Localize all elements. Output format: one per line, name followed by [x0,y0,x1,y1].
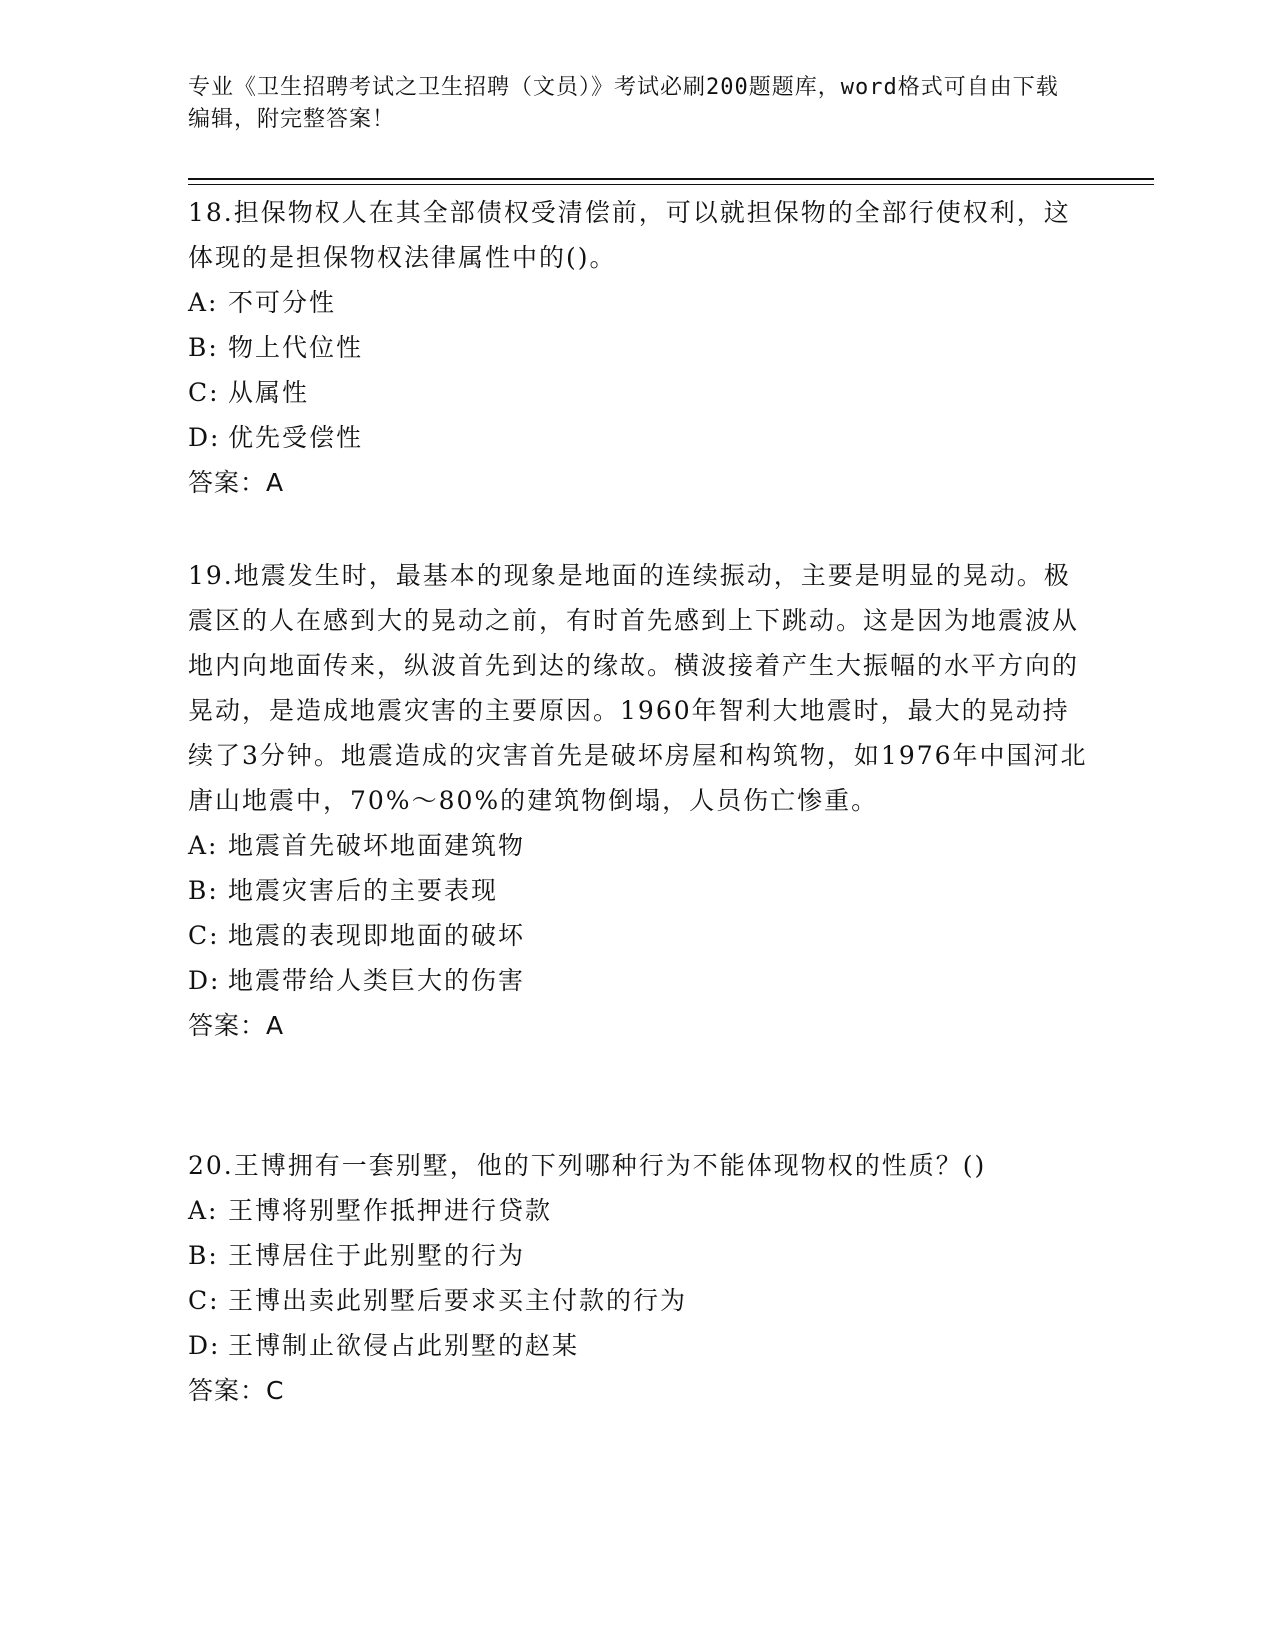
option-b [188,325,1088,370]
option-key: C: [188,1286,220,1315]
answer-line: 答案：C [188,1376,285,1405]
option-text: 地震带给人类巨大的伤害 [228,966,526,995]
answer-line: 答案：A [188,1011,285,1040]
option-text: 王博制止欲侵占此别墅的赵某 [228,1331,580,1360]
option-text: 优先受偿性 [228,423,364,452]
option-d [188,1323,1088,1368]
option-text: 地震灾害后的主要表现 [228,876,499,905]
option-d [188,415,1088,460]
answer-line: 答案：A [188,468,285,497]
question-stem: 19.地震发生时，最基本的现象是地面的连续振动，主要是明显的晃动。极震区的人在感到大的晃动之前，有时首先感到上下跳动。这是因为地震波从地内向地面传来，纵波首先到达的缘故。横波接着产生大振幅的水平方向的晃动，是造成地震灾害的主要原因。1960年智利大地震时，最大的晃动持续了3分钟。地震造成的灾害首先是破坏房屋和构筑物，如1976年中国河北唐山地震中，70%～80%的建筑物倒塌，人员伤亡惨重。 [188,561,1088,815]
option-key: A: [188,831,219,860]
option-d [188,958,1088,1003]
question-18 [188,190,1088,505]
option-key: B: [188,333,219,362]
option-key: B: [188,876,219,905]
option-a [188,823,1088,868]
option-a [188,1188,1088,1233]
option-text: 地震首先破坏地面建筑物 [228,831,526,860]
option-key: B: [188,1241,219,1270]
option-c [188,370,1088,415]
option-text: 不可分性 [228,288,337,317]
option-key: D: [188,966,221,995]
option-key: A: [188,1196,219,1225]
header-divider-thin [188,184,1154,185]
header-divider-thick [188,178,1154,180]
option-text: 从属性 [228,378,310,407]
option-text: 地震的表现即地面的破坏 [228,921,526,950]
option-text: 王博居住于此别墅的行为 [228,1241,526,1270]
document-header: 专业《卫生招聘考试之卫生招聘（文员）》考试必刷200题题库，word格式可自由下载编辑，附完整答案！ [188,75,1059,132]
question-20 [188,1143,1088,1413]
option-key: C: [188,378,220,407]
option-key: C: [188,921,220,950]
option-key: D: [188,1331,221,1360]
question-stem: 18.担保物权人在其全部债权受清偿前，可以就担保物的全部行使权利，这体现的是担保物权法律属性中的()。 [188,198,1071,272]
question-stem: 20.王博拥有一套别墅，他的下列哪种行为不能体现物权的性质？() [188,1151,987,1180]
option-text: 王博出卖此别墅后要求买主付款的行为 [228,1286,688,1315]
option-a [188,280,1088,325]
option-text: 物上代位性 [228,333,364,362]
option-key: D: [188,423,221,452]
option-text: 王博将别墅作抵押进行贷款 [228,1196,553,1225]
option-c [188,913,1088,958]
option-b [188,1233,1088,1278]
option-c [188,1278,1088,1323]
option-key: A: [188,288,219,317]
question-19 [188,553,1088,1048]
option-b [188,868,1088,913]
